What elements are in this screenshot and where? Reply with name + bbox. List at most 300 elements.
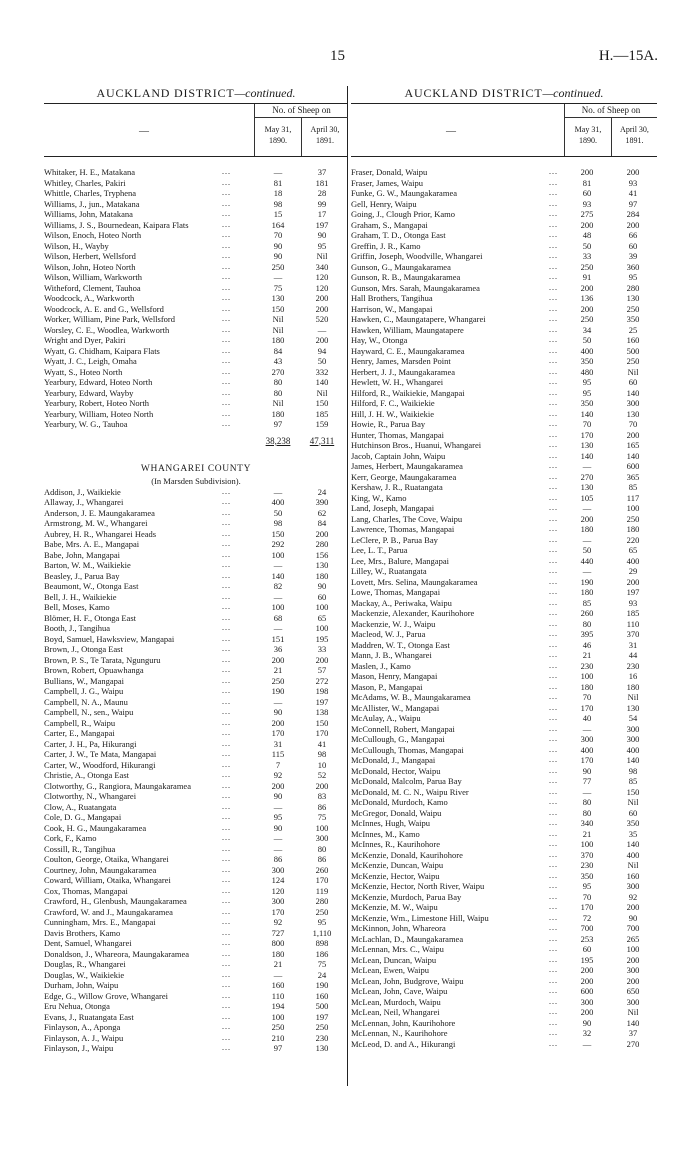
sheep-1890: 600 [580,986,594,996]
sheep-1891: 650 [626,986,640,996]
sheep-1891: 200 [315,528,329,539]
sheep-1891: 37 [628,1028,638,1038]
table-row [44,928,348,939]
sheep-1891: 85 [628,776,638,786]
sheep-1890: 70 [273,230,283,240]
leader-dots: ... [549,1007,558,1016]
table-row [351,776,657,787]
leader-dots: ... [549,618,558,628]
sheep-1890: 150 [271,528,285,539]
leader-dots: ... [222,408,231,418]
owner-name: Campbell, N., sen., Waipu [44,707,134,717]
sheep-1890: 180 [271,948,285,959]
sheep-1891: 250 [626,356,640,366]
leader-dots: ... [222,486,231,496]
sheep-1891: 35 [628,828,638,839]
sheep-1891: 200 [626,429,640,440]
sheep-1890: 92 [273,917,283,927]
sheep-1890: 136 [580,293,594,303]
sheep-1891: 200 [626,167,640,177]
sheep-1890: 21 [273,959,283,969]
leader-dots: ... [549,272,558,281]
sheep-1890: 120 [271,885,285,896]
leader-dots: ... [549,954,558,964]
sheep-1890: — [582,1038,592,1049]
owner-name: Kerr, George, Maungakaramea [351,471,457,482]
sheep-1890: 190 [580,576,594,587]
sheep-1890: 50 [582,545,592,555]
sheep-1890: 90 [273,251,283,261]
owner-name: Hewlett, W. H., Whangarei [351,377,444,387]
owner-name: Cossill, R., Tangihua [44,843,116,854]
sheep-1890: 86 [273,854,283,864]
leader-dots: ... [222,345,231,355]
sheep-1891: 130 [626,408,640,419]
owner-name: Campbell, J. G., Waipu [44,686,124,696]
sheep-1891: 159 [315,419,329,429]
owner-name: McDonald, J., Mangapai [351,755,436,765]
owner-name: Mann, J. B., Whangarei [351,650,432,660]
table-row [351,892,657,903]
leader-dots: ... [222,507,231,517]
sheep-1890: 90 [273,822,283,833]
leader-dots: ... [222,707,231,716]
sheep-1891: 150 [315,717,329,728]
table-row [351,850,657,861]
owner-name: Evans, J., Ruatangata East [44,1011,134,1022]
sheep-1890: 180 [580,681,594,692]
leader-dots: ... [549,408,558,418]
table-row [351,377,657,388]
sheep-1890: 250 [271,675,285,686]
leader-dots: ... [549,807,558,817]
leader-dots: ... [549,293,558,302]
leader-dots: ... [549,891,558,901]
owner-name: Wright and Dyer, Pakiri [44,335,126,345]
owner-name: McDonald, M. C. N., Waipu River [351,786,469,797]
sheep-1891: 365 [626,471,640,482]
leader-dots: ... [222,822,231,832]
leader-dots: ... [549,723,558,733]
sheep-1890: 250 [580,314,594,324]
owner-name: Donaldson, J., Whareora, Maungakaramea [44,948,189,959]
left-district-title [44,86,348,100]
leader-dots: ... [549,1038,558,1048]
leader-dots: ... [549,314,558,323]
sheep-1891: 500 [626,345,640,356]
table-row [351,650,657,661]
table-row [44,314,348,325]
sheep-1891: 100 [626,503,640,513]
leader-dots: ... [222,749,231,758]
sheep-1891: 180 [626,524,640,534]
leader-dots: ... [222,261,231,271]
table-row [351,755,657,766]
sheep-1891: 181 [315,177,329,188]
sheep-1890: 340 [580,818,594,828]
leader-dots: ... [222,230,231,239]
sheep-1890: 164 [271,219,285,230]
owner-name: Mason, P., Mangapai [351,681,423,692]
sheep-1891: Nil [627,366,639,377]
owner-name: Worsley, C. E., Woodlea, Warkworth [44,324,170,335]
leader-dots: ... [549,209,558,218]
owner-name: Graham, S., Mangapai [351,219,428,230]
sheep-1890: 200 [580,219,594,230]
table-row [44,844,348,855]
sheep-1890: — [273,272,283,282]
sheep-1891: 300 [315,833,329,843]
leader-dots: ... [549,461,558,470]
table-row [351,262,657,273]
leader-dots: ... [222,717,231,727]
sheep-1891: 28 [317,188,327,198]
table-row [44,529,348,540]
sheep-1890: 100 [580,839,594,849]
owner-name: Herbert, J. J., Maungakaramea [351,366,456,377]
table-row [44,388,348,399]
sheep-1891: 300 [626,734,640,744]
table-row [44,802,348,813]
table-row [351,902,657,913]
table-row [44,1001,348,1012]
sheep-1891: 230 [626,660,640,671]
table-row [44,1022,348,1033]
sheep-1891: 1,110 [312,927,332,938]
owner-name: Dent, Samuel, Whangarei [44,938,132,948]
leader-dots: ... [222,612,231,622]
sheep-1890: 100 [580,671,594,681]
table-row [351,566,657,577]
leader-dots: ... [549,576,558,586]
owner-name: Davis Brothers, Kamo [44,927,121,938]
leader-dots: ... [549,240,558,250]
table-row [351,241,657,252]
sheep-1891: 117 [626,492,640,503]
table-row [351,524,657,535]
leader-dots: ... [549,177,558,187]
sheep-1891: 83 [317,791,327,801]
owner-name: Wilson, Herbert, Wellsford [44,251,136,261]
leader-dots: ... [222,906,231,916]
sheep-1891: 260 [315,864,329,875]
owner-name: McAdams, W. B., Maungakaramea [351,692,471,702]
sheep-1891: 90 [317,230,327,240]
sheep-1890: 300 [580,996,594,1007]
sheep-1890: 95 [582,377,592,387]
owner-name: Williams, J. S., Bournedean, Kaipara Flats [44,219,189,230]
table-row [44,959,348,970]
sheep-1891: 31 [628,639,638,650]
sheep-1891: 700 [626,923,640,933]
sheep-1891: 230 [315,1032,329,1043]
sheep-1891: 140 [626,387,640,398]
owner-name: Hill, J. H. W., Waikiekie [351,408,434,419]
sheep-1891: 98 [317,749,327,759]
leader-dots: ... [222,1032,231,1042]
owner-name: McInnes, M., Kamo [351,828,420,839]
leader-dots: ... [222,791,231,800]
sheep-1890: — [273,560,283,570]
table-row [351,493,657,504]
sheep-1890: 400 [580,744,594,755]
sheep-1890: 90 [582,1017,592,1028]
table-row [44,623,348,634]
owner-name: McLean, Ewen, Waipu [351,965,429,975]
sheep-1891: 898 [315,938,329,948]
table-row [44,592,348,603]
table-row [351,734,657,745]
leader-dots: ... [549,167,558,176]
leader-dots: ... [222,675,231,685]
sheep-1890: 700 [580,923,594,933]
sheep-1890: 70 [582,419,592,429]
owner-name: McLeod, D. and A., Hikurangi [351,1038,456,1049]
leader-dots: ... [222,633,231,643]
owner-name: Greffin, J. R., Kamo [351,240,421,251]
sheep-1890: 210 [271,1032,285,1043]
leader-dots: ... [549,450,558,460]
owner-name: Macleod, W. J., Parua [351,629,426,639]
owner-name: Campbell, N. A., Maunu [44,696,128,707]
owner-name: Carter, E., Mangapai [44,728,115,738]
leader-dots: ... [549,429,558,439]
table-row [44,356,348,367]
leader-dots: ... [222,497,231,506]
owner-name: McKenzie, Hector, Waipu [351,870,440,881]
owner-name: Aubrey, H. R., Whangarei Heads [44,528,157,539]
sheep-1891: 150 [626,786,640,797]
owner-name: Cox, Thomas, Mangapai [44,885,128,896]
leader-dots: ... [222,1011,231,1021]
owner-name: Edge, G., Willow Grove, Whangarei [44,990,168,1001]
sheep-1890: 300 [271,864,285,875]
leader-dots: ... [549,1017,558,1027]
table-row [44,262,348,273]
sheep-1891: 180 [626,681,640,692]
sheep-1890: 230 [580,660,594,671]
sheep-1891: 360 [626,261,640,272]
sheep-1890: 50 [582,335,592,345]
sheep-1890: 105 [580,492,594,503]
sheep-1891: 95 [317,240,327,251]
owner-name: Addison, J., Waikiekie [44,486,121,497]
table-row [351,797,657,808]
owner-name: Brown, Robert, Opuawhanga [44,665,144,675]
owner-name: Campbell, R., Waipu [44,717,116,728]
owner-name: McCullough, G., Mangapai [351,734,445,744]
table-row [351,1018,657,1029]
table-row [351,545,657,556]
leader-dots: ... [222,917,231,926]
table-row [351,514,657,525]
sheep-1891: Nil [627,860,639,870]
sheep-1890: 75 [273,282,283,293]
owner-name: Yearbury, Edward, Wayby [44,387,134,398]
table-row [44,283,348,294]
sheep-1890: 90 [273,240,283,251]
leader-dots: ... [222,188,231,197]
owner-name: Mackay, A., Periwaka, Waipu [351,597,452,608]
left-total-row [44,430,348,454]
sheep-1890: 400 [580,345,594,356]
left-total-1890: 38,238 [265,435,291,446]
leader-dots: ... [222,518,231,527]
owner-name: King, W., Kamo [351,492,407,503]
owner-name: McConnell, Robert, Mangapai [351,723,455,734]
section-title: WHANGAREI COUNTY [140,463,252,474]
owner-name: Lovett, Mrs. Selina, Maungakaramea [351,576,478,587]
owner-name: Booth, J., Tangihua [44,623,111,633]
table-row [44,833,348,844]
sheep-1890: 270 [580,471,594,482]
leader-dots: ... [222,560,231,569]
leader-dots: ... [549,198,558,208]
sheep-1890: — [273,623,283,633]
sheep-1891: 39 [628,251,638,261]
sheep-1890: 72 [582,912,592,923]
sheep-1891: 197 [315,696,329,707]
leader-dots: ... [549,975,558,985]
owner-name: McKenzie, Wm., Limestone Hill, Waipu [351,912,489,923]
sheep-1890: 170 [580,755,594,765]
sheep-1890: Nil [272,398,284,408]
sheep-1891: 300 [626,723,640,734]
table-row [351,661,657,672]
leader-dots: ... [549,839,558,848]
table-row [351,220,657,231]
sheep-1891: 170 [315,728,329,738]
owner-name: Harrison, W., Mangapai [351,303,433,314]
sheep-1891: 185 [626,608,640,618]
sheep-1891: 250 [315,906,329,917]
sheep-1891: 65 [628,545,638,555]
leader-dots: ... [222,833,231,842]
sheep-1891: 195 [315,633,329,644]
sheep-1890: 200 [580,513,594,524]
table-row [44,823,348,834]
sheep-1890: 115 [271,749,285,759]
table-row [44,634,348,645]
right-title-text: AUCKLAND DISTRICT [404,86,543,100]
leader-dots: ... [222,686,231,695]
owner-name: Gunson, R. B., Maungakaramea [351,272,461,282]
table-row [44,676,348,687]
sheep-1891: 85 [628,482,638,492]
leader-dots: ... [549,261,558,271]
sheep-1891: 24 [317,969,327,980]
owner-name: Beaumont, W., Otonga East [44,581,139,591]
leader-dots: ... [222,948,231,958]
sheep-1890: 230 [580,860,594,870]
table-row [44,917,348,928]
table-row [44,497,348,508]
sheep-1890: 81 [273,177,283,188]
leader-dots: ... [222,177,231,187]
owner-name: Fraser, Donald, Waipu [351,167,428,177]
sheep-1890: 21 [582,828,592,839]
table-row [44,865,348,876]
leader-dots: ... [222,885,231,895]
owner-name: Lee, L. T., Parua [351,545,408,555]
sheep-1890: 480 [580,366,594,377]
owner-name: Funke, G. W., Maungakaramea [351,188,457,198]
table-row [44,539,348,550]
sheep-1891: 80 [317,843,327,854]
owner-name: McLean, Murdoch, Waipu [351,996,441,1007]
table-row [351,629,657,640]
owner-name: Wilson, William, Warkworth [44,272,142,282]
sheep-1890: 200 [271,717,285,728]
owner-name: Woodcock, A., Warkworth [44,293,135,303]
sheep-1891: 300 [626,398,640,408]
leader-dots: ... [549,251,558,260]
sheep-1891: 16 [628,671,638,681]
owner-name: Hall Brothers, Tangihua [351,293,433,303]
sheep-1891: 250 [626,303,640,314]
owner-name: McLean, Duncan, Waipu [351,954,437,965]
table-row [44,220,348,231]
sheep-1891: 57 [317,665,327,675]
sheep-1890: — [273,843,283,854]
sheep-1890: 200 [271,654,285,665]
leader-dots: ... [549,555,558,565]
sheep-1890: 140 [271,570,285,581]
sheep-1890: 180 [271,408,285,419]
leader-dots: ... [222,843,231,853]
leader-dots: ... [549,398,558,407]
left-header-dash: — [139,126,149,137]
leader-dots: ... [222,419,231,428]
sheep-1890: 40 [582,713,592,723]
table-row [351,556,657,567]
sheep-1891: 600 [626,461,640,471]
leader-dots: ... [549,282,558,292]
sheep-1890: 98 [273,518,283,528]
owner-name: McLennan, N., Kaurihohore [351,1028,448,1038]
table-row [351,997,657,1008]
table-row [44,791,348,802]
leader-dots: ... [549,671,558,680]
leader-dots: ... [549,860,558,869]
sheep-1891: 340 [315,261,329,272]
owner-name: Gell, Henry, Waipu [351,198,417,209]
left-header-year1: May 31, 1890. [264,125,292,145]
owner-name: Yearbury, Edward, Hoteo North [44,377,153,387]
sheep-1890: 93 [582,198,592,209]
sheep-1891: 60 [317,591,327,602]
owner-name: Maslen, J., Kamo [351,660,411,671]
sheep-1890: 124 [271,875,285,885]
sheep-1890: 32 [582,1028,592,1038]
leader-dots: ... [222,990,231,1000]
leader-dots: ... [222,303,231,313]
table-row [351,577,657,588]
owner-name: McAllister, W., Mangapai [351,702,440,713]
owner-name: Boyd, Samuel, Hawksview, Mangapai [44,633,175,644]
sheep-1891: 110 [626,618,640,629]
owner-name: LeClere, P. B., Parua Bay [351,534,438,545]
sheep-1890: 260 [580,608,594,618]
owner-name: Lang, Charles, The Cove, Waipu [351,513,463,524]
sheep-1891: 200 [626,576,640,587]
leader-dots: ... [549,471,558,481]
owner-name: Williams, J., jun., Matakana [44,198,140,209]
sheep-1891: 54 [628,713,638,723]
sheep-1890: — [273,167,283,177]
owner-name: Gunson, Mrs. Sarah, Maungakaramea [351,282,480,293]
table-row [44,938,348,949]
